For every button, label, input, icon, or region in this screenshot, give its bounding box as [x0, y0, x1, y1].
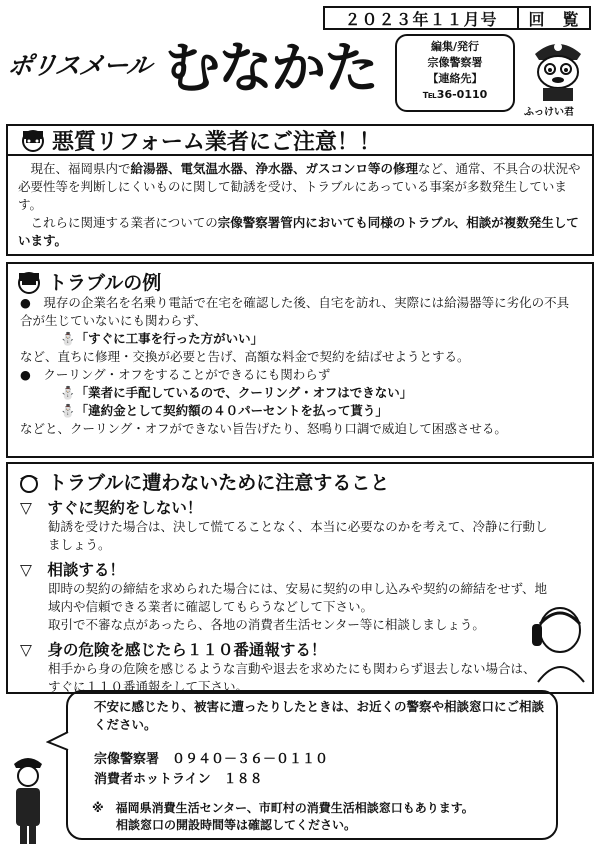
burglar-icon: ⛄ — [60, 385, 76, 400]
prevention-heading: トラブルに遭わないために注意すること — [48, 472, 390, 494]
prevention-points — [20, 496, 550, 696]
publisher-line: ℡36-0110 — [422, 88, 488, 101]
issue-date: ２０２３年１１月号 — [344, 9, 498, 29]
list-item: ● 現存の企業名を名乗り電話で在宅を確認した後、自宅を訪れ、実際には給湯器等に劣化の不具合が生じていないにも関わらず、 — [20, 295, 570, 328]
burglar-icon: ⛄ — [60, 403, 76, 418]
publisher-line: 【連絡先】 — [427, 72, 483, 85]
kairan-label: 回 覧 — [517, 8, 589, 28]
point-title-text: 身の危険を感じたら１１０番通報する！ — [47, 641, 327, 659]
list-item-continuation: などと、クーリング・オフができない旨告げたり、怒鳴り口調で威迫して困惑させる。 — [20, 421, 507, 436]
body-text: これらに関連する業者についての — [18, 215, 218, 230]
burglar-icon: ⛄ — [60, 331, 76, 346]
trouble-heading-row — [16, 268, 161, 295]
issue-date-box — [323, 6, 591, 30]
point-title-text: すぐに契約をしない！ — [47, 499, 203, 517]
list-item-continuation: など、直ちに修理・交換が必要と告げ、高額な料金で契約を結ばせようとする。 — [20, 349, 470, 364]
list-item-text: クーリング・オフをすることができるにも関わらず — [43, 367, 331, 382]
quote-text: 「違約金として契約額の４０パーセントを払って貰う」 — [75, 403, 388, 418]
trouble-heading: トラブルの例 — [48, 272, 162, 294]
quote-text: 「すぐに工事を行った方がいい」 — [75, 331, 264, 346]
list-item: ● クーリング・オフをすることができるにも関わらず — [20, 367, 331, 382]
point-title: ▽ すぐに契約をしない！ — [20, 499, 203, 517]
point-body: 勧誘を受けた場合は、決して慌てることなく、本当に必要なのかを考えて、冷静に行動しましょう。 — [48, 519, 548, 552]
point-body: 取引で不審な点があったら、各地の消費者生活センター等に相談しましょう。 — [48, 617, 485, 632]
contact-intro: 不安に感じたり、被害に遭ったりしたときは、お近くの警察や相談窓口にご相談ください。 — [94, 699, 545, 732]
prevention-section — [6, 462, 594, 694]
burglar-icon — [20, 128, 46, 152]
note-line: ※ 福岡県消費生活センター、市町村の消費生活相談窓口もあります。 — [92, 801, 474, 815]
trouble-examples-section — [6, 262, 594, 458]
quote-line — [20, 330, 580, 348]
contact-lines — [94, 750, 328, 790]
body-text: 現在、福岡県内で — [18, 161, 131, 176]
warning-section — [6, 124, 594, 256]
point-title-text: 相談する！ — [47, 561, 125, 579]
police-mascot-icon — [527, 34, 589, 102]
point-body: 即時の契約の締結を求められた場合には、安易に契約の申し込みや契約の締結をせず、地域内や信頼できる業者に確認してもらうなどして下さい。 — [48, 581, 548, 614]
police-officer-icon — [16, 470, 42, 494]
publisher-box — [395, 34, 515, 112]
prevention-heading-row — [16, 468, 389, 495]
warning-heading: 悪質リフォーム業者にご注意！！ — [52, 129, 381, 155]
consumer-hotline: 消費者ホットライン １８８ — [94, 772, 263, 787]
page-title: むなかた — [165, 36, 378, 100]
quote-line — [20, 402, 580, 420]
warning-body — [18, 160, 584, 250]
contact-bubble — [66, 690, 558, 840]
mascot-label: ふっけい君 — [524, 107, 574, 118]
point-title: ▽ 相談する！ — [20, 561, 125, 579]
warning-heading-bar — [8, 126, 592, 156]
title-prefix: ポリスメール — [5, 51, 153, 80]
publisher-line: 宗像警察署 — [427, 56, 483, 69]
body-text: など、通常、不具合の状況や必要性等を判断しにくいものに関して勧誘を受け、トラブルにあっている事案が多数発生しています。 — [18, 161, 581, 212]
police-officer-figure-icon — [6, 752, 50, 846]
note-line: 相談窓口の開設時間等は確認してください。 — [116, 818, 357, 832]
police-phone: 宗像警察署 ０９４０－３６－０１１０ — [94, 752, 329, 767]
body-bold: 給湯器、電気温水器、浄水器、ガスコンロ等の修理 — [130, 161, 419, 176]
publisher-line: 編集/発行 — [430, 40, 480, 53]
trouble-list — [20, 294, 580, 438]
bubble-tail — [46, 730, 70, 752]
quote-line — [20, 384, 580, 402]
contact-note — [92, 800, 552, 834]
list-item-text: 現存の企業名を名乗り電話で在宅を確認した後、自宅を訪れ、実際には給湯器等に劣化の不具合が生じていないにも関わらず、 — [20, 295, 570, 328]
phone-woman-icon — [528, 602, 588, 684]
point-title: ▽ 身の危険を感じたら１１０番通報する！ — [20, 641, 327, 659]
body-bold: 宗像警察署管内においても同様のトラブル、相談が複数発生しています。 — [18, 215, 579, 248]
burglar-icon — [16, 270, 42, 294]
point-body: 相手から身の危険を感じるような言動や退去を求めたにも関わらず退去しない場合は、すぐに１１０番通報をして下さい。 — [48, 661, 536, 694]
quote-text: 「業者に手配しているので、クーリング・オフはできない」 — [75, 385, 413, 400]
